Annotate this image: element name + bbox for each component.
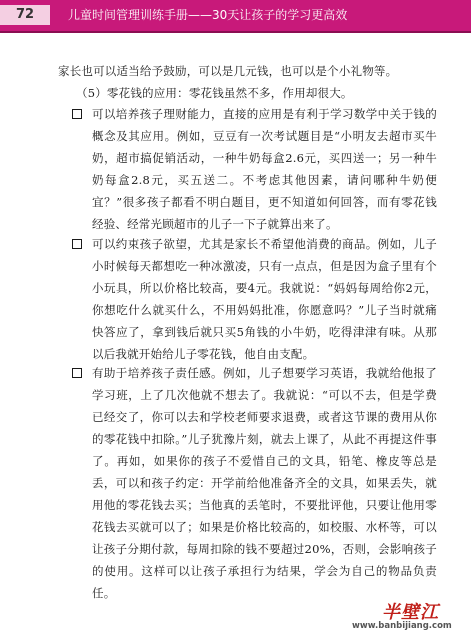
site-url: www.banbijiang.com [352, 621, 452, 631]
list-item-text: 可以培养孩子理财能力，直接的应用是有利于学习数学中关于钱的概念及其应用。例如，豆豆有一次考试题目是“小明友去超市买牛奶，超市搞促销活动，一种牛奶每盒2.6元，买四送一；另一种牛奶每盒2.8元，买五送二。不考虑其他因素，请问哪种牛奶便宜？”很多孩子都看不明白题目，更不知道如何回答，而有零花钱经验、经常光顾超市的儿子一下子就算出来了。 [92, 107, 437, 231]
list-item-text: 可以约束孩子欲望，尤其是家长不希望他消费的商品。例如，儿子小时候每天都想吃一种冰激凌，只有一点点，但是因为盒子里有个小玩具，所以价格比较高，要4元。我就说：“妈妈每周给你2元，你想吃什么就买什么，不用妈妈批准，你愿意吗？”儿子当时就痛快答应了，拿到钱后就只买5角钱的小牛奶，吃得津津有味。从那以后我就开始给儿子零花钱，他自由支配。 [92, 237, 437, 361]
header-divider [0, 31, 471, 33]
page-number: 72 [0, 5, 50, 25]
section-heading: （5）零花钱的应用：零花钱虽然不多，作用却很大。 [76, 86, 353, 100]
site-logo: 半壁江 [382, 602, 439, 623]
checkbox-bullet-icon [72, 368, 82, 378]
checkbox-bullet-icon [72, 239, 82, 249]
checkbox-bullet-icon [72, 109, 82, 119]
running-title: 儿童时间管理训练手册——30天让孩子的学习更高效 [68, 8, 348, 22]
intro-paragraph: 家长也可以适当给予鼓励，可以是几元钱，也可以是个小礼物等。 [58, 64, 398, 78]
page-header [0, 0, 471, 31]
list-item-text: 有助于培养孩子责任感。例如，儿子想要学习英语，我就给他报了学习班，上了几次他就不想去了。我就说：“可以不去，但是学费已经交了，你可以去和学校老师要求退费，或者这节课的费用从你的零花钱中扣除。”儿子犹豫片刻，就去上课了，从此不再提这件事了。再如，如果你的孩子不爱惜自己的文具，铅笔、橡皮等总是丢，可以和孩子约定：开学前给他准备齐全的文具，如果丢失，就用他的零花钱去买；当他真的丢笔时，不要批评他，只要让他用零花钱去买就可以了；如果是价格比较高的，如校服、水杯等，可以让孩子分期付款，每周扣除的钱不要超过20%，否则，会影响孩子的使用。这样可以让孩子承担行为结果，学会为自己的物品负责任。 [92, 366, 437, 600]
